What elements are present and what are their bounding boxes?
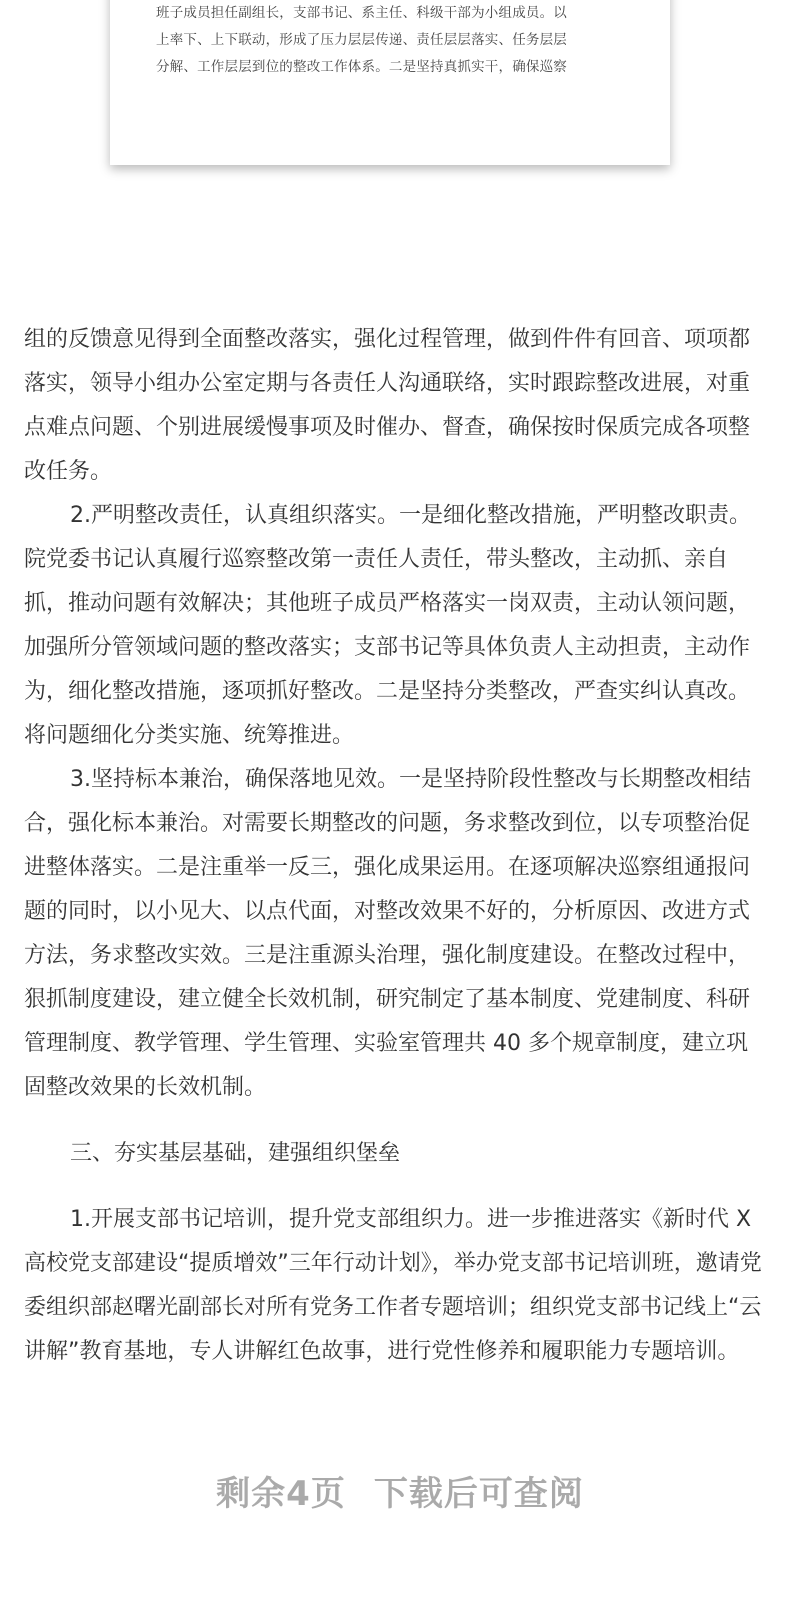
- paragraph: 3.坚持标本兼治，确保落地见效。一是坚持阶段性整改与长期整改相结合，强化标本兼治。对需要长期整改的问题，务求整改到位，以专项整治促进整体落实。二是注重举一反三，强化成果运用。在逐项解决巡察组通报问题的同时，以小见大、以点代面，对整改效果不好的，分析原因、改进方式方法，务求整改实效。三是注重源头治理，强化制度建设。在整改过程中，狠抓制度建设，建立健全长效机制，研究制定了基本制度、党建制度、科研管理制度、教学管理、学生管理、实验室管理共 40 多个规章制度，建立巩固整改效果的长效机制。: [24, 767, 751, 1100]
- section-heading: 三、夯实基层基础，建强组织堡垒: [70, 1141, 401, 1166]
- download-prompt[interactable]: [0, 1466, 800, 1515]
- remaining-pages-label: 剩余4页: [216, 1474, 346, 1514]
- download-to-view-label: 下载后可查阅: [373, 1474, 584, 1514]
- paragraph: 组的反馈意见得到全面整改落实，强化过程管理，做到件件有回音、项项都落实，领导小组办公室定期与各责任人沟通联络，实时跟踪整改进展，对重点难点问题、个别进展缓慢事项及时催办、督查，确保按时保质完成各项整改任务。: [24, 327, 751, 484]
- document-body: [24, 318, 769, 1374]
- preview-line: 上率下、上下联动，形成了压力层层传递、责任层层落实、任务层层: [156, 32, 567, 48]
- preview-page-card: [110, 0, 670, 165]
- preview-line: 班子成员担任副组长，支部书记、系主任、科级干部为小组成员。以: [156, 5, 567, 21]
- preview-line: 分解、工作层层到位的整改工作体系。二是坚持真抓实干，确保巡察: [156, 59, 567, 75]
- paragraph: 1.开展支部书记培训，提升党支部组织力。进一步推进落实《新时代 X 高校党支部建设“提质增效”三年行动计划》，举办党支部书记培训班，邀请党委组织部赵曙光副部长对所有党务工作者专题培训；组织党支部书记线上“云讲解”教育基地，专人讲解红色故事，进行党性修养和履职能力专题培训。: [24, 1207, 762, 1364]
- paragraph: 2.严明整改责任，认真组织落实。一是细化整改措施，严明整改职责。院党委书记认真履行巡察整改第一责任人责任，带头整改，主动抓、亲自抓，推动问题有效解决；其他班子成员严格落实一岗双责，主动认领问题，加强所分管领域问题的整改落实；支部书记等具体负责人主动担责，主动作为，细化整改措施，逐项抓好整改。二是坚持分类整改，严查实纠认真改。将问题细化分类实施、统筹推进。: [24, 503, 751, 748]
- preview-excerpt: [156, 0, 636, 75]
